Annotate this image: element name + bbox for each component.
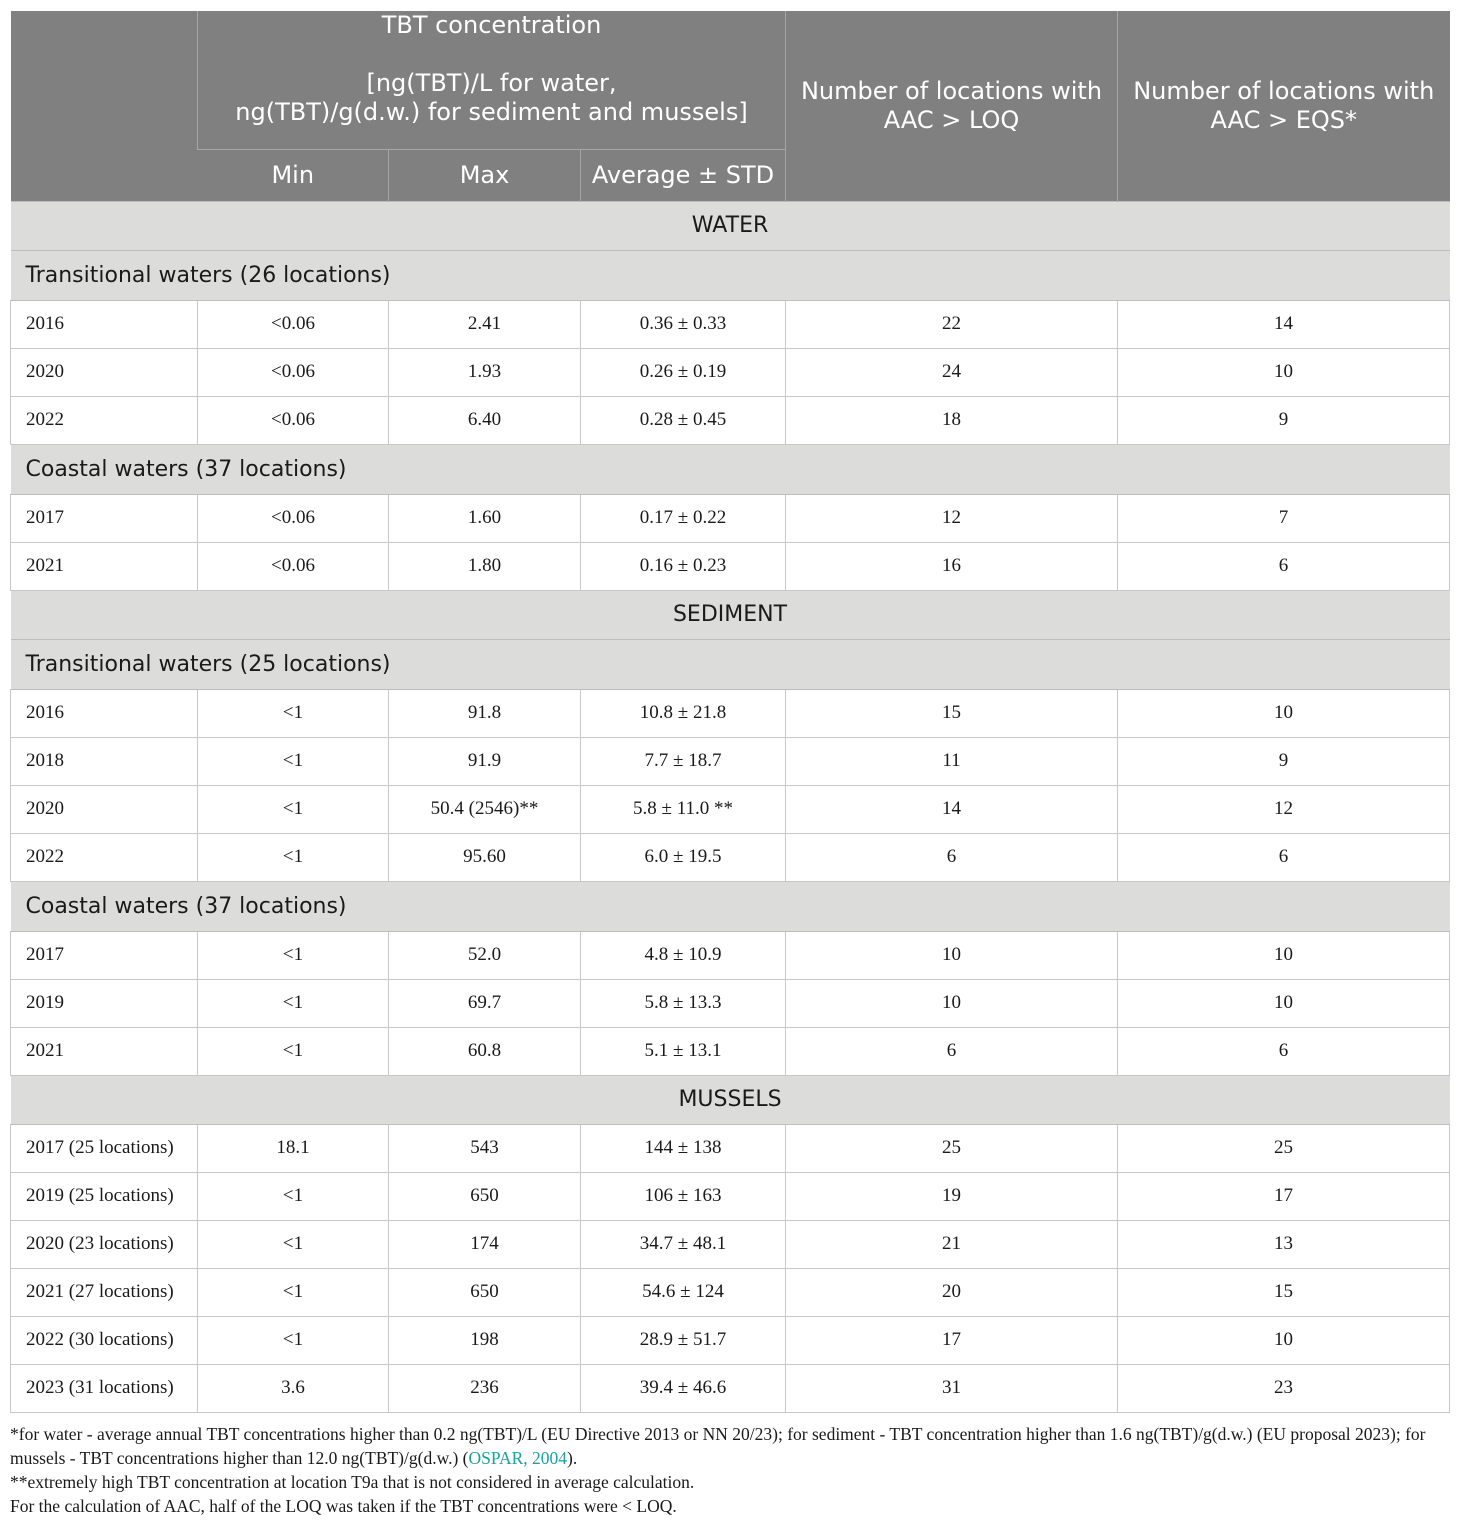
cell-average: 39.4 ± 46.6 — [581, 1364, 786, 1412]
section-label: MUSSELS — [11, 1075, 1450, 1124]
cell-average: 0.36 ± 0.33 — [581, 300, 786, 348]
cell-loq-count: 12 — [786, 494, 1118, 542]
cell-average: 0.16 ± 0.23 — [581, 542, 786, 590]
cell-max: 650 — [389, 1268, 581, 1316]
cell-eqs-count: 13 — [1118, 1220, 1450, 1268]
table-row — [11, 1172, 1450, 1220]
cell-year: 2021 (27 locations) — [11, 1268, 198, 1316]
header-max: Max — [389, 149, 581, 201]
cell-year: 2018 — [11, 737, 198, 785]
cell-max: 52.0 — [389, 931, 581, 979]
cell-loq-count: 25 — [786, 1124, 1118, 1172]
cell-year: 2017 — [11, 931, 198, 979]
cell-max: 6.40 — [389, 396, 581, 444]
cell-average: 5.8 ± 11.0 ** — [581, 785, 786, 833]
cell-min: <1 — [198, 1027, 389, 1075]
cell-min: 3.6 — [198, 1364, 389, 1412]
table-row — [11, 785, 1450, 833]
cell-eqs-count: 9 — [1118, 396, 1450, 444]
cell-max: 91.9 — [389, 737, 581, 785]
cell-min: <1 — [198, 1220, 389, 1268]
header-eqs-line2: AAC > EQS* — [1210, 105, 1358, 134]
cell-eqs-count: 14 — [1118, 300, 1450, 348]
table-body — [11, 201, 1450, 1412]
cell-min: <0.06 — [198, 348, 389, 396]
cell-max: 650 — [389, 1172, 581, 1220]
cell-loq-count: 19 — [786, 1172, 1118, 1220]
cell-year: 2020 — [11, 785, 198, 833]
table-row — [11, 1364, 1450, 1412]
table-footnotes — [10, 1422, 1450, 1518]
cell-loq-count: 11 — [786, 737, 1118, 785]
cell-max: 1.80 — [389, 542, 581, 590]
cell-eqs-count: 7 — [1118, 494, 1450, 542]
cell-eqs-count: 10 — [1118, 979, 1450, 1027]
cell-eqs-count: 6 — [1118, 542, 1450, 590]
cell-average: 7.7 ± 18.7 — [581, 737, 786, 785]
cell-year: 2019 — [11, 979, 198, 1027]
footnote-eqs — [10, 1422, 1450, 1470]
cell-loq-count: 18 — [786, 396, 1118, 444]
cell-loq-count: 20 — [786, 1268, 1118, 1316]
cell-average: 34.7 ± 48.1 — [581, 1220, 786, 1268]
cell-loq-count: 22 — [786, 300, 1118, 348]
cell-max: 69.7 — [389, 979, 581, 1027]
cell-eqs-count: 10 — [1118, 348, 1450, 396]
table-row — [11, 1316, 1450, 1364]
header-min: Min — [198, 149, 389, 201]
table-row — [11, 1124, 1450, 1172]
cell-eqs-count: 6 — [1118, 833, 1450, 881]
cell-average: 6.0 ± 19.5 — [581, 833, 786, 881]
tbt-table — [10, 11, 1450, 1413]
subsection-label: Transitional waters (25 locations) — [11, 639, 1450, 689]
header-eqs-line1: Number of locations with — [1133, 76, 1435, 105]
subsection-row — [11, 250, 1450, 300]
table-row — [11, 689, 1450, 737]
cell-max: 1.93 — [389, 348, 581, 396]
cell-eqs-count: 25 — [1118, 1124, 1450, 1172]
cell-average: 144 ± 138 — [581, 1124, 786, 1172]
cell-max: 543 — [389, 1124, 581, 1172]
header-blank — [11, 11, 198, 201]
cell-loq-count: 10 — [786, 979, 1118, 1027]
cell-year: 2016 — [11, 689, 198, 737]
cell-average: 10.8 ± 21.8 — [581, 689, 786, 737]
cell-average: 0.26 ± 0.19 — [581, 348, 786, 396]
header-tbt-concentration — [198, 11, 786, 149]
table-row — [11, 1027, 1450, 1075]
section-label: SEDIMENT — [11, 590, 1450, 639]
cell-loq-count: 17 — [786, 1316, 1118, 1364]
cell-average: 0.17 ± 0.22 — [581, 494, 786, 542]
header-loq — [786, 11, 1118, 201]
cell-average: 5.1 ± 13.1 — [581, 1027, 786, 1075]
subsection-row — [11, 444, 1450, 494]
cell-eqs-count: 10 — [1118, 689, 1450, 737]
cell-min: <1 — [198, 979, 389, 1027]
cell-min: <0.06 — [198, 542, 389, 590]
cell-min: <1 — [198, 737, 389, 785]
cell-year: 2022 — [11, 833, 198, 881]
cell-average: 28.9 ± 51.7 — [581, 1316, 786, 1364]
cell-average: 4.8 ± 10.9 — [581, 931, 786, 979]
cell-year: 2016 — [11, 300, 198, 348]
cell-average: 54.6 ± 124 — [581, 1268, 786, 1316]
cell-year: 2020 (23 locations) — [11, 1220, 198, 1268]
cell-eqs-count: 12 — [1118, 785, 1450, 833]
cell-max: 91.8 — [389, 689, 581, 737]
cell-min: <1 — [198, 1316, 389, 1364]
header-tbt-units-2: ng(TBT)/g(d.w.) for sediment and mussels] — [235, 98, 748, 126]
cell-min: <1 — [198, 785, 389, 833]
cell-year: 2022 — [11, 396, 198, 444]
table-container — [10, 11, 1449, 1413]
cell-year: 2019 (25 locations) — [11, 1172, 198, 1220]
cell-min: <0.06 — [198, 494, 389, 542]
cell-year: 2017 (25 locations) — [11, 1124, 198, 1172]
cell-eqs-count: 23 — [1118, 1364, 1450, 1412]
cell-eqs-count: 17 — [1118, 1172, 1450, 1220]
cell-loq-count: 6 — [786, 1027, 1118, 1075]
header-row — [11, 11, 1450, 149]
cell-average: 106 ± 163 — [581, 1172, 786, 1220]
cell-eqs-count: 9 — [1118, 737, 1450, 785]
section-label: WATER — [11, 201, 1450, 250]
cell-year: 2017 — [11, 494, 198, 542]
cell-loq-count: 6 — [786, 833, 1118, 881]
footnote-t9a: **extremely high TBT concentration at location T9a that is not considered in average calculation. — [10, 1472, 695, 1492]
cell-loq-count: 16 — [786, 542, 1118, 590]
footnote-aac: For the calculation of AAC, half of the LOQ was taken if the TBT concentrations were < LOQ. — [10, 1496, 677, 1516]
cell-loq-count: 21 — [786, 1220, 1118, 1268]
cell-year: 2023 (31 locations) — [11, 1364, 198, 1412]
cell-loq-count: 24 — [786, 348, 1118, 396]
cell-min: 18.1 — [198, 1124, 389, 1172]
cell-loq-count: 15 — [786, 689, 1118, 737]
cell-eqs-count: 10 — [1118, 931, 1450, 979]
cell-max: 174 — [389, 1220, 581, 1268]
cell-year: 2020 — [11, 348, 198, 396]
cell-max: 198 — [389, 1316, 581, 1364]
cell-eqs-count: 6 — [1118, 1027, 1450, 1075]
cell-max: 1.60 — [389, 494, 581, 542]
header-tbt-title: TBT concentration — [381, 11, 602, 39]
cell-average: 5.8 ± 13.3 — [581, 979, 786, 1027]
table-row — [11, 542, 1450, 590]
table-row — [11, 300, 1450, 348]
cell-max: 236 — [389, 1364, 581, 1412]
subsection-label: Coastal waters (37 locations) — [11, 444, 1450, 494]
footnote-eqs-text: *for water - average annual TBT concentrations higher than 0.2 ng(TBT)/L (EU Directive 2013 or NN 20/23); for sediment - TBT concentration higher than 1.6 ng(TBT)/g(d.w.) (EU proposal 2023); for mussels - TBT concentrations higher than 12.0 ng(TBT)/g(d.w.) ( — [10, 1424, 1426, 1468]
section-row — [11, 590, 1450, 639]
cell-max: 2.41 — [389, 300, 581, 348]
header-average: Average ± STD — [581, 149, 786, 201]
header-tbt-units-1: [ng(TBT)/L for water, — [366, 69, 617, 97]
table-row — [11, 348, 1450, 396]
ospar-link[interactable]: OSPAR, 2004 — [468, 1448, 568, 1468]
subsection-row — [11, 639, 1450, 689]
cell-max: 50.4 (2546)** — [389, 785, 581, 833]
table-row — [11, 1268, 1450, 1316]
cell-min: <0.06 — [198, 300, 389, 348]
table-row — [11, 979, 1450, 1027]
table-row — [11, 1220, 1450, 1268]
cell-min: <1 — [198, 1268, 389, 1316]
section-row — [11, 1075, 1450, 1124]
header-loq-line2: AAC > LOQ — [883, 105, 1020, 134]
cell-min: <0.06 — [198, 396, 389, 444]
header-eqs — [1118, 11, 1450, 201]
cell-min: <1 — [198, 689, 389, 737]
subsection-label: Transitional waters (26 locations) — [11, 250, 1450, 300]
cell-year: 2022 (30 locations) — [11, 1316, 198, 1364]
cell-min: <1 — [198, 931, 389, 979]
table-row — [11, 737, 1450, 785]
cell-loq-count: 31 — [786, 1364, 1118, 1412]
table-row — [11, 833, 1450, 881]
cell-eqs-count: 15 — [1118, 1268, 1450, 1316]
cell-year: 2021 — [11, 542, 198, 590]
table-row — [11, 494, 1450, 542]
cell-loq-count: 10 — [786, 931, 1118, 979]
footnote-eqs-end: ). — [567, 1448, 578, 1468]
cell-year: 2021 — [11, 1027, 198, 1075]
section-row — [11, 201, 1450, 250]
header-loq-line1: Number of locations with — [800, 76, 1103, 105]
cell-max: 60.8 — [389, 1027, 581, 1075]
cell-loq-count: 14 — [786, 785, 1118, 833]
table-row — [11, 396, 1450, 444]
table-row — [11, 931, 1450, 979]
cell-eqs-count: 10 — [1118, 1316, 1450, 1364]
cell-average: 0.28 ± 0.45 — [581, 396, 786, 444]
cell-max: 95.60 — [389, 833, 581, 881]
subsection-label: Coastal waters (37 locations) — [11, 881, 1450, 931]
cell-min: <1 — [198, 833, 389, 881]
subsection-row — [11, 881, 1450, 931]
cell-min: <1 — [198, 1172, 389, 1220]
